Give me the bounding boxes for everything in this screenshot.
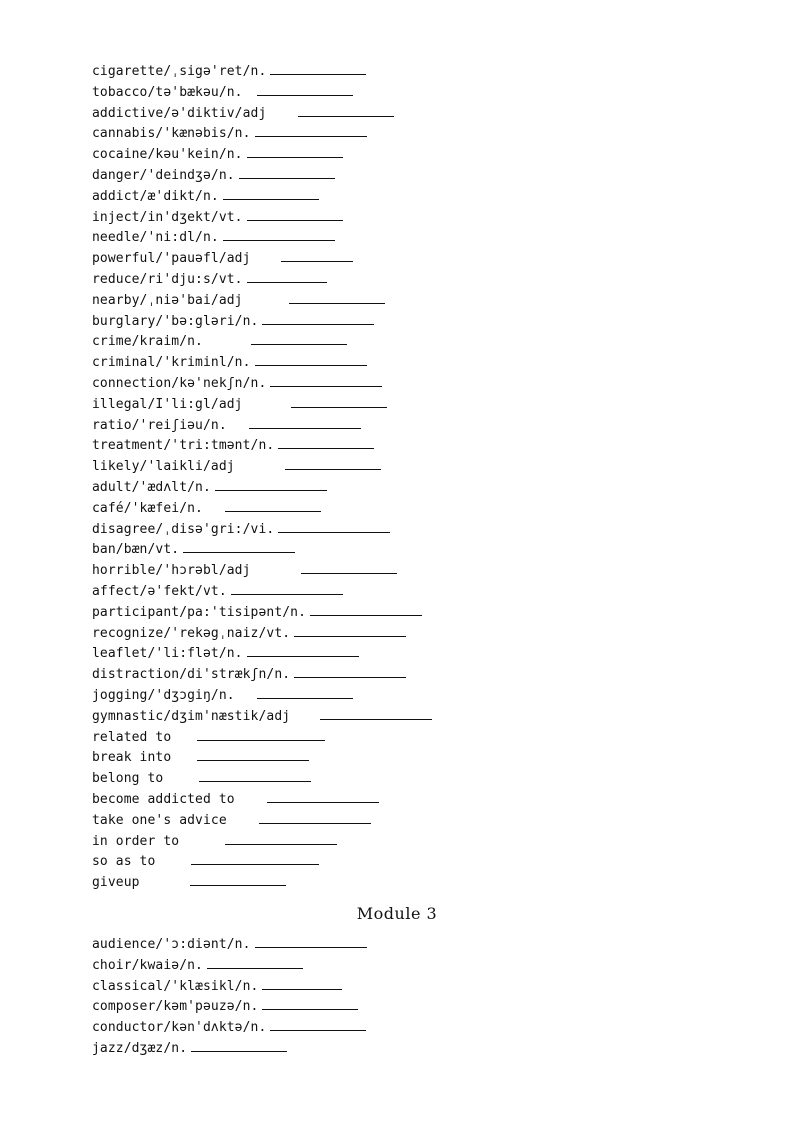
answer-blank[interactable] — [259, 811, 371, 824]
vocab-entry — [92, 187, 319, 208]
vocab-term: addict/æ'dikt/n. — [92, 188, 219, 204]
vocab-term: danger/'deindʒə/n. — [92, 168, 235, 183]
answer-blank[interactable] — [255, 353, 367, 366]
answer-blank[interactable] — [270, 1018, 366, 1031]
vocab-entry — [92, 312, 374, 333]
answer-blank[interactable] — [207, 956, 303, 969]
vocab-term: recognize/'rekəgˌnaiz/vt. — [92, 625, 291, 641]
answer-blank[interactable] — [294, 665, 406, 678]
vocab-term: related to — [92, 729, 172, 745]
vocab-entry — [92, 686, 353, 707]
answer-blank[interactable] — [298, 104, 394, 117]
answer-blank[interactable] — [262, 977, 342, 990]
answer-blank[interactable] — [247, 644, 359, 657]
vocab-entry — [92, 228, 335, 249]
answer-blank[interactable] — [281, 249, 353, 262]
vocab-term: belong to — [92, 771, 164, 787]
answer-blank[interactable] — [223, 228, 335, 241]
vocab-entry — [92, 208, 343, 229]
vocab-entry — [92, 832, 337, 853]
answer-blank[interactable] — [285, 457, 381, 470]
vocab-entry — [92, 769, 311, 790]
vocab-term: likely/'laikli/adj — [92, 459, 235, 475]
vocab-term: break into — [92, 750, 172, 766]
vocab-term: become addicted to — [92, 792, 235, 807]
vocab-entry — [92, 540, 295, 561]
vocab-term: nearby/ˌniə'bai/adj — [92, 292, 243, 308]
answer-blank[interactable] — [301, 561, 397, 574]
vocab-entry — [92, 332, 347, 353]
answer-blank[interactable] — [251, 332, 347, 345]
vocab-entry — [92, 728, 325, 749]
vocab-term: so as to — [92, 854, 156, 870]
vocab-term: disagree/ˌdisə'gri:/vi. — [92, 521, 275, 537]
answer-blank[interactable] — [289, 291, 385, 304]
answer-blank[interactable] — [257, 83, 353, 96]
answer-blank[interactable] — [225, 499, 321, 512]
vocab-term: tobacco/tə'bækəu/n. — [92, 84, 243, 100]
answer-blank[interactable] — [294, 624, 406, 637]
vocab-term: audience/'ɔ:diənt/n. — [92, 937, 251, 952]
vocab-term: horrible/'hɔrəbl/adj — [92, 563, 251, 579]
vocab-term: cocaine/kəu'kein/n. — [92, 147, 243, 163]
answer-blank[interactable] — [255, 124, 367, 137]
answer-blank[interactable] — [247, 270, 327, 283]
vocab-term: ban/bæn/vt. — [92, 542, 180, 558]
answer-blank[interactable] — [262, 997, 358, 1010]
vocab-term: connection/kə'nekʃn/n. — [92, 376, 267, 391]
answer-blank[interactable] — [190, 873, 286, 886]
vocab-term: composer/kəm'pəuzə/n. — [92, 999, 259, 1015]
vocab-entry — [92, 811, 371, 832]
vocab-term: reduce/ri'dju:s/vt. — [92, 272, 243, 287]
answer-blank[interactable] — [225, 832, 337, 845]
vocab-term: participant/pa:'tisipənt/n. — [92, 604, 307, 620]
vocab-term: café/'kæfei/n. — [92, 500, 203, 516]
vocab-entry — [92, 997, 358, 1018]
vocab-entry — [92, 166, 335, 187]
vocab-entry — [92, 707, 432, 728]
vocab-term: affect/ə'fekt/vt. — [92, 584, 227, 599]
answer-blank[interactable] — [255, 935, 367, 948]
vocab-entry — [92, 748, 309, 769]
answer-blank[interactable] — [215, 478, 327, 491]
vocab-entry — [92, 395, 387, 416]
answer-blank[interactable] — [257, 686, 353, 699]
vocab-entry — [92, 124, 367, 145]
answer-blank[interactable] — [278, 520, 390, 533]
vocab-term: inject/in'dʒekt/vt. — [92, 209, 243, 225]
vocab-entry — [92, 62, 366, 83]
answer-blank[interactable] — [239, 166, 335, 179]
vocab-entry — [92, 436, 374, 457]
answer-blank[interactable] — [310, 603, 422, 616]
answer-blank[interactable] — [267, 790, 379, 803]
vocab-term: criminal/'kriminl/n. — [92, 355, 251, 371]
vocab-entry — [92, 582, 343, 603]
vocab-term: cannabis/'kænəbis/n. — [92, 126, 251, 142]
vocab-entry — [92, 416, 361, 437]
vocab-term: conductor/kən'dʌktə/n. — [92, 1020, 267, 1036]
answer-blank[interactable] — [247, 145, 343, 158]
vocab-entry — [92, 561, 397, 582]
vocab-term: jazz/dʒæz/n. — [92, 1041, 188, 1056]
answer-blank[interactable] — [247, 208, 343, 221]
answer-blank[interactable] — [191, 852, 319, 865]
vocab-entry — [92, 353, 367, 374]
vocab-entry — [92, 145, 343, 166]
vocab-entry — [92, 644, 359, 665]
answer-blank[interactable] — [223, 187, 319, 200]
vocab-entry — [92, 83, 353, 104]
vocab-entry — [92, 852, 319, 873]
answer-blank[interactable] — [291, 395, 387, 408]
vocab-term: classical/'klæsikl/n. — [92, 978, 259, 994]
vocab-entry — [92, 499, 321, 520]
vocab-entry — [92, 374, 382, 395]
vocab-entry — [92, 603, 422, 624]
answer-blank[interactable] — [320, 707, 432, 720]
vocab-term: leaflet/'li:flət/n. — [92, 646, 243, 662]
vocab-term: needle/'ni:dl/n. — [92, 230, 219, 246]
answer-blank[interactable] — [278, 436, 374, 449]
vocab-entry — [92, 520, 390, 541]
answer-blank[interactable] — [270, 62, 366, 75]
vocab-term: giveup — [92, 875, 140, 891]
answer-blank[interactable] — [270, 374, 382, 387]
vocab-entry — [92, 935, 367, 956]
vocab-term: powerful/'pauəfl/adj — [92, 251, 251, 267]
section-title: Module 3 — [356, 904, 438, 923]
vocab-term: burglary/'bə:gləri/n. — [92, 313, 259, 329]
answer-blank[interactable] — [183, 540, 295, 553]
vocab-entry — [92, 790, 379, 811]
answer-blank[interactable] — [249, 416, 361, 429]
vocab-term: in order to — [92, 833, 180, 849]
vocab-term: adult/'ædʌlt/n. — [92, 480, 211, 495]
answer-blank[interactable] — [231, 582, 343, 595]
vocab-entry — [92, 104, 394, 125]
vocab-entry — [92, 977, 342, 998]
vocab-term: choir/kwaiə/n. — [92, 957, 203, 973]
vocab-term: distraction/di'strækʃn/n. — [92, 667, 291, 683]
vocab-entry — [92, 624, 406, 645]
vocab-term: cigarette/ˌsigə'ret/n. — [92, 64, 267, 79]
answer-blank[interactable] — [197, 728, 325, 741]
answer-blank[interactable] — [199, 769, 311, 782]
vocab-term: treatment/'tri:tmənt/n. — [92, 438, 275, 454]
vocab-term: take one's advice — [92, 812, 227, 828]
vocab-term: jogging/'dʒɔgiŋ/n. — [92, 688, 235, 703]
vocab-entry — [92, 956, 303, 977]
vocab-entry — [92, 478, 327, 499]
vocab-entry — [92, 291, 385, 312]
vocab-entry — [92, 249, 353, 270]
vocab-term: gymnastic/dʒim'næstik/adj — [92, 708, 291, 724]
vocab-term: illegal/I'li:gl/adj — [92, 396, 243, 412]
vocab-entry — [92, 1018, 366, 1039]
vocab-entry — [92, 457, 381, 478]
vocab-term: crime/kraim/n. — [92, 334, 203, 350]
vocab-entry — [92, 1039, 287, 1060]
vocab-entry — [92, 873, 286, 894]
answer-blank[interactable] — [197, 748, 309, 761]
answer-blank[interactable] — [262, 312, 374, 325]
vocab-entry — [92, 270, 327, 291]
answer-blank[interactable] — [191, 1039, 287, 1052]
vocab-entry — [92, 665, 406, 686]
vocab-term: addictive/ə'diktiv/adj — [92, 105, 267, 121]
vocab-term: ratio/'reiʃiəu/n. — [92, 417, 227, 433]
